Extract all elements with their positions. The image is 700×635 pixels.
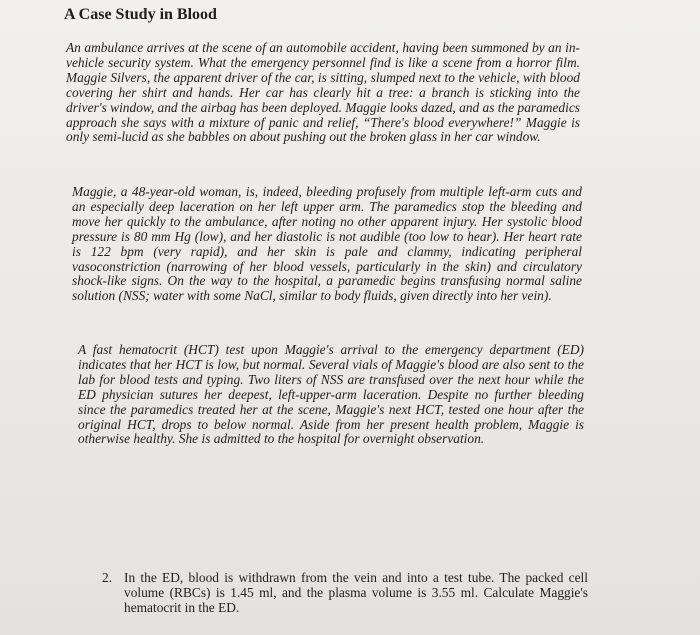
question-2 (102, 571, 588, 616)
case-paragraph-1: An ambulance arrives at the scene of an automobile accident, having been summoned by an in-vehicle security system. What the emergency personnel find is like a scene from a horror film. Maggie Silvers, the apparent driver of the car, is sitting, slumped next to the vehicle, with blood covering her shirt and hands. Her car has clearly hit a tree: a branch is sticking into the driver's window, and the airbag has been deployed. Maggie looks dazed, and as the paramedics approach she says with a mixture of panic and relief, “There's blood everywhere!” Maggie is only semi-lucid as she babbles on about pushing out the broken glass in her car window. (66, 40, 580, 145)
question-text: In the ED, blood is withdrawn from the vein and into a test tube. The packed cell volume (RBCs) is 1.45 ml, and the plasma volume is 3.55 ml. Calculate Maggie's hematocrit in the ED. (124, 570, 588, 615)
question-number: 2. (102, 570, 113, 585)
case-paragraph-2: Maggie, a 48-year-old woman, is, indeed, bleeding profusely from multiple left-arm cuts and an especially deep laceration on her left upper arm. The paramedics stop the bleeding and move her quickly to the ambulance, after noting no other apparent injury. Her systolic blood pressure is 80 mm Hg (low), and her diastolic is not audible (too low to hear). Her heart rate is 122 bpm (very rapid), and her skin is pale and clammy, indicating peripheral vasoconstriction (narrowing of her blood vessels, particularly in the skin) and circulatory shock-like signs. On the way to the hospital, a paramedic begins transfusing normal saline solution (NSS; water with some NaCl, similar to body fluids, given directly into her vein). (72, 184, 582, 304)
case-paragraph-3: A fast hematocrit (HCT) test upon Maggie's arrival to the emergency department (ED) indicates that her HCT is low, but normal. Several vials of Maggie's blood are also sent to the lab for blood tests and typing. Two liters of NSS are transfused over the next hour while the ED physician sutures her deepest, left-upper-arm laceration. Despite no further bleeding since the paramedics treated her at the scene, Maggie's next HCT, tested one hour after the original HCT, drops to below normal. Aside from her present health problem, Maggie is otherwise healthy. She is admitted to the hospital for overnight observation. (78, 342, 584, 447)
document-title: A Case Study in Blood (64, 6, 217, 23)
